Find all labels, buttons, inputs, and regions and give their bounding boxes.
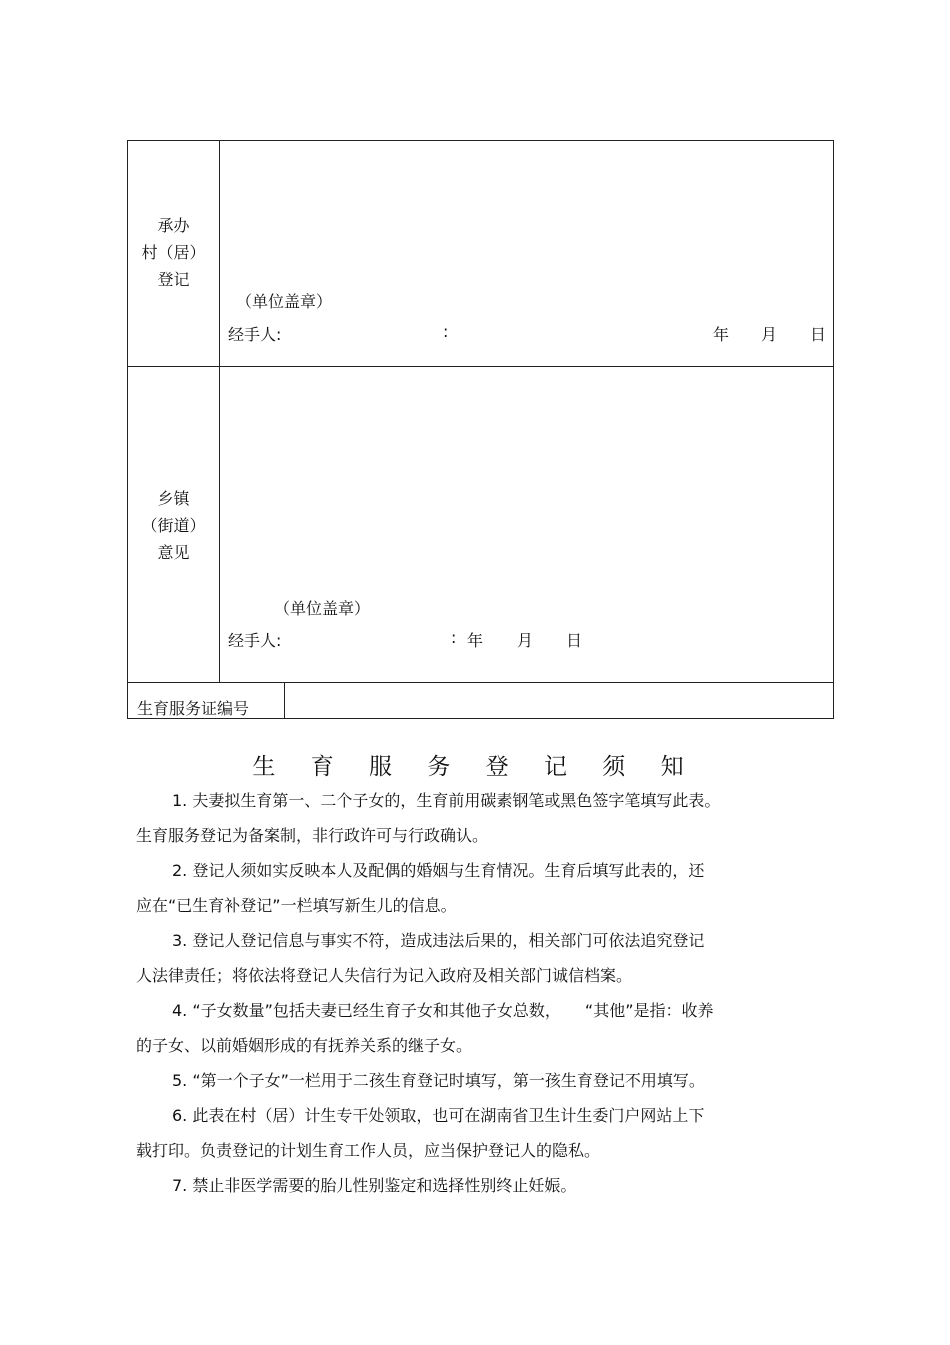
notice-item-3-line2: 人法律责任；将依法将登记人失信行为记入政府及相关部门诚信档案。 bbox=[136, 966, 633, 985]
certificate-number-field[interactable] bbox=[285, 683, 833, 718]
section2-month: 月 bbox=[517, 631, 534, 650]
notice-item-5-line1: 5. “第一个子女”一栏用于二孩生育登记时填写，第一孩生育登记不用填写。 bbox=[172, 1071, 705, 1090]
table-label-divider bbox=[219, 140, 220, 682]
notice-item-2-line2: 应在“已生育补登记”一栏填写新生儿的信息。 bbox=[136, 896, 457, 915]
table-border-right bbox=[833, 140, 834, 719]
notice-item-4-line1: 4. “子女数量”包括夫妻已经生育子女和其他子女总数， “其他”是指：收养 bbox=[172, 1001, 714, 1020]
section1-month: 月 bbox=[761, 325, 778, 344]
notice-item-6-line2: 载打印。负责登记的计划生育工作人员，应当保护登记人的隐私。 bbox=[136, 1141, 601, 1160]
section2-year: 年 bbox=[467, 631, 484, 650]
section2-handler-label: 经手人: bbox=[228, 631, 282, 650]
section2-label-line: 乡镇 bbox=[157, 489, 190, 508]
section1-day: 日 bbox=[810, 325, 827, 344]
section2-day: 日 bbox=[566, 631, 583, 650]
section1-label-line: 登记 bbox=[157, 270, 190, 289]
section2-label bbox=[128, 485, 219, 566]
notice-item-2-line1: 2. 登记人须如实反映本人及配偶的婚姻与生育情况。生育后填写此表的，还 bbox=[172, 861, 705, 880]
section1-colon: : bbox=[443, 322, 449, 341]
section2-colon: : bbox=[451, 628, 457, 647]
section1-label bbox=[128, 212, 219, 293]
section1-label-line: 承办 bbox=[157, 216, 190, 235]
notice-list bbox=[136, 783, 816, 1203]
notice-item-7-line1: 7. 禁止非医学需要的胎儿性别鉴定和选择性别终止妊娠。 bbox=[172, 1176, 577, 1195]
notice-item-3-line1: 3. 登记人登记信息与事实不符，造成违法后果的，相关部门可依法追究登记 bbox=[172, 931, 705, 950]
section1-handler-label: 经手人: bbox=[228, 325, 282, 344]
section1-label-line: 村（居） bbox=[141, 243, 206, 262]
section2-seal: （单位盖章） bbox=[274, 599, 371, 618]
notice-item-6-line1: 6. 此表在村（居）计生专干处领取，也可在湖南省卫生计生委门户网站上下 bbox=[172, 1106, 705, 1125]
table-divider-1 bbox=[127, 366, 834, 367]
section2-label-line: （街道） bbox=[141, 516, 206, 535]
section1-seal: （单位盖章） bbox=[236, 292, 333, 311]
certificate-number-label: 生育服务证编号 bbox=[137, 699, 250, 718]
notice-title: 生 育 服 务 登 记 须 知 bbox=[252, 754, 698, 780]
section2-label-line: 意见 bbox=[157, 543, 190, 562]
notice-item-1-line2: 生育服务登记为备案制，非行政许可与行政确认。 bbox=[136, 826, 489, 845]
section1-year: 年 bbox=[713, 325, 730, 344]
table-border-top bbox=[127, 140, 834, 141]
notice-item-1-line1: 1. 夫妻拟生育第一、二个子女的，生育前用碳素钢笔或黑色签字笔填写此表。 bbox=[172, 791, 721, 810]
notice-item-4-line2: 的子女、以前婚姻形成的有抚养关系的继子女。 bbox=[136, 1036, 473, 1055]
